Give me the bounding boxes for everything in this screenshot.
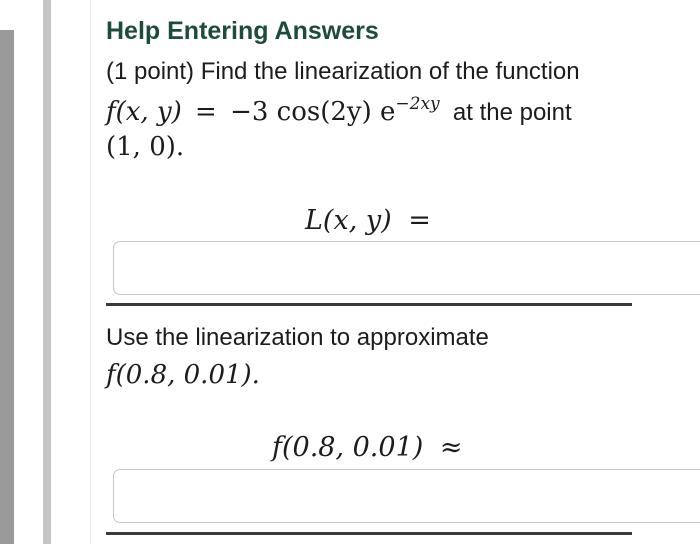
function-rhs [230, 94, 440, 127]
point-coordinates: (1, 0). [106, 132, 185, 162]
problem-intro-text: (1 point) Find the linearization of the function [106, 58, 580, 85]
approximation-prompt: Use the linearization to approximate [106, 324, 489, 351]
section-divider [106, 303, 632, 306]
content-divider [43, 0, 51, 544]
linearization-equals: = [408, 205, 431, 236]
function-lhs: f(x, y) [106, 97, 182, 127]
help-entering-answers-link[interactable]: Help Entering Answers [106, 17, 379, 45]
linearization-label [305, 205, 431, 236]
function-definition [106, 94, 572, 127]
linearization-lhs: L(x, y) [305, 205, 392, 236]
function-rhs-base: −3 cos(2y) e [230, 97, 396, 127]
bottom-divider [106, 532, 632, 535]
linearization-answer-input[interactable] [113, 241, 700, 295]
function-equals: = [195, 97, 217, 127]
approximation-answer-input[interactable] [113, 469, 700, 523]
approximation-target: f(0.8, 0.01). [106, 360, 260, 390]
approximation-lhs: f(0.8, 0.01) [272, 432, 424, 463]
function-exponent: −2xy [395, 94, 440, 114]
approximation-label [272, 432, 463, 463]
scrollbar-track[interactable] [0, 30, 14, 544]
approximation-symbol: ≈ [439, 432, 463, 463]
at-point-text: at the point [452, 99, 572, 126]
problem-intro [106, 58, 580, 86]
